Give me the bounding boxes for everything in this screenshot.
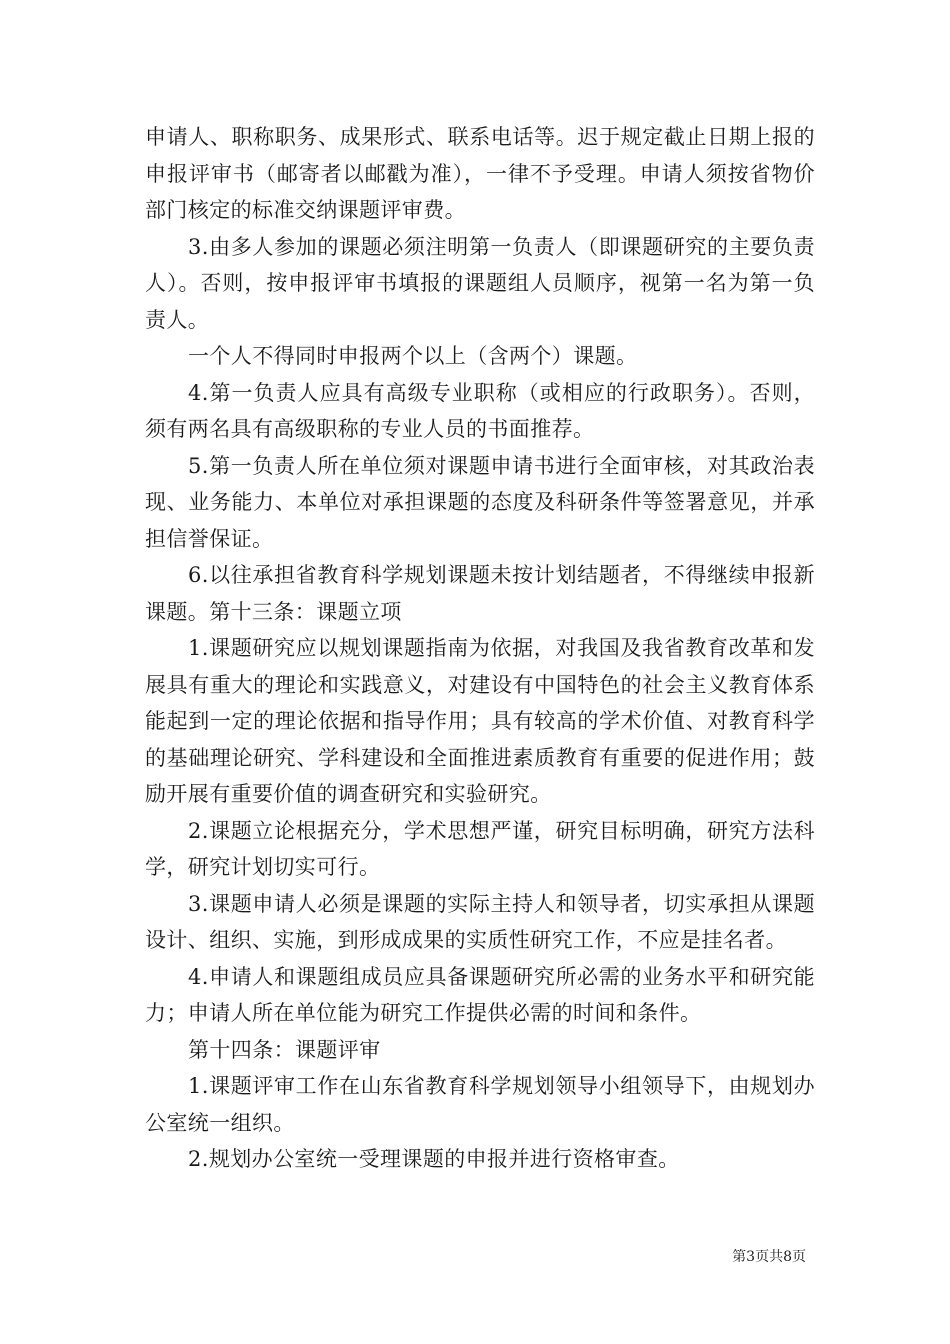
paragraph-2: 一个人不得同时申报两个以上（含两个）课题。	[188, 344, 638, 368]
paragraph-0: 申请人、职称职务、成果形式、联系电话等。迟于规定截止日期上报的申报评审书（邮寄者以邮戳为准），一律不予受理。申请人须按省物价部门核定的标准交纳课题评审费。	[145, 125, 815, 222]
page-number: 第3页共8页	[732, 1249, 806, 1265]
section-heading-article-14: 第十四条：课题评审	[188, 1037, 381, 1062]
paragraph-4: 5.第一负责人所在单位须对课题申请书进行全面审核，对其政治表现、业务能力、本单位对承担课题的态度及科研条件等签署意见，并承担信誉保证。	[145, 453, 815, 551]
paragraph-12: 2.规划办公室统一受理课题的申报并进行资格审查。	[188, 1147, 680, 1171]
paragraph-8: 3.课题申请人必须是课题的实际主持人和领导者，切实承担从课题设计、组织、实施，到形成成果的实质性研究工作，不应是挂名者。	[145, 891, 815, 952]
paragraph-9: 4.申请人和课题组成员应具备课题研究所必需的业务水平和研究能力；申请人所在单位能为研究工作提供必需的时间和条件。	[145, 964, 815, 1025]
paragraph-7: 2.课题立论根据充分，学术思想严谨，研究目标明确，研究方法科学，研究计划切实可行。	[145, 818, 815, 879]
paragraph-6: 1.课题研究应以规划课题指南为依据，对我国及我省教育改革和发展具有重大的理论和实践意义，对建设有中国特色的社会主义教育体系能起到一定的理论依据和指导作用；具有较高的学术价值、对教育科学的基础理论研究、学科建设和全面推进素质教育有重要的促进作用；鼓励开展有重要价值的调查研究和实验研究。	[145, 636, 815, 806]
paragraph-11: 1.课题评审工作在山东省教育科学规划领导小组领导下，由规划办公室统一组织。	[145, 1074, 815, 1135]
paragraph-1: 3.由多人参加的课题必须注明第一负责人（即课题研究的主要负责人）。否则，按申报评审书填报的课题组人员顺序，视第一名为第一负责人。	[145, 234, 815, 332]
document-body	[145, 119, 815, 1178]
paragraph-5: 6.以往承担省教育科学规划课题未按计划结题者，不得继续申报新课题。第十三条：课题立项	[145, 563, 815, 624]
paragraph-3: 4.第一负责人应具有高级专业职称（或相应的行政职务）。否则，须有两名具有高级职称的专业人员的书面推荐。	[145, 380, 815, 441]
